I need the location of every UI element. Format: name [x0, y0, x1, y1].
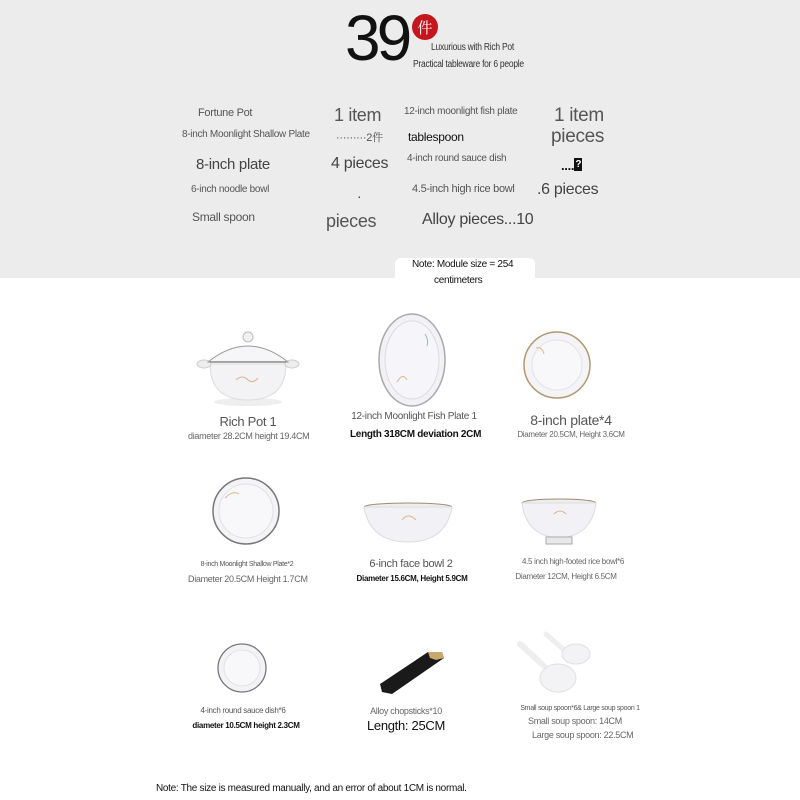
list-count: ·········2件 — [336, 132, 383, 144]
spoons-image — [514, 628, 598, 709]
round-plate-image — [522, 330, 592, 405]
product-name: Rich Pot 1 — [219, 414, 277, 429]
noodle-bowl-image — [362, 502, 454, 551]
list-item: 6-inch noodle bowl — [191, 184, 269, 195]
list-count: · — [357, 188, 362, 204]
piece-count: 39 — [345, 2, 409, 74]
product-name: 6-inch face bowl 2 — [369, 558, 453, 570]
product-spec: Length 318CM deviation 2CM — [350, 429, 482, 440]
product-spec: Length: 25CM — [366, 718, 446, 733]
unknown-glyph: ? — [575, 159, 582, 170]
product-name: Small soup spoon*6& Large soup spoon 1 — [520, 705, 640, 712]
product-name: Alloy chopsticks*10 — [370, 706, 442, 716]
product-spec: Diameter 20.5CM Height 1.7CM — [188, 574, 308, 584]
module-note-line1: Note: Module size = 254 — [412, 259, 514, 270]
list-item: tablespoon — [408, 130, 464, 144]
piece-badge: 件 — [412, 14, 438, 40]
product-spec-2: Large soup spoon: 22.5CM — [532, 730, 634, 740]
module-note-line2: centimeters — [434, 275, 483, 286]
list-item: 8-inch plate — [196, 156, 270, 173]
sauce-dish-image — [216, 642, 268, 699]
list-count: .6 pieces — [537, 181, 599, 198]
list-count: 1 item — [334, 105, 382, 125]
product-name: 8-inch Moonlight Shallow Plate*2 — [200, 561, 294, 568]
list-item: 4-inch round sauce dish — [407, 153, 507, 164]
product-name: 4.5 inch high-footed rice bowl*6 — [521, 557, 625, 566]
product-spec: diameter 28.2CM height 19.4CM — [188, 431, 310, 441]
list-count: 4 pieces — [331, 155, 389, 172]
list-item: 12-inch moonlight fish plate — [404, 106, 518, 117]
list-item: 8-inch Moonlight Shallow Plate — [182, 129, 310, 140]
oval-fish-plate-image — [377, 312, 447, 413]
list-count: 1 item — [554, 105, 604, 126]
product-name: 4-inch round sauce dish*6 — [200, 706, 286, 715]
list-item: Fortune Pot — [198, 107, 253, 119]
list-item: Small spoon — [192, 210, 255, 224]
rice-bowl-image — [520, 498, 598, 553]
chopsticks-image — [378, 648, 448, 701]
product-spec: Small soup spoon: 14CM — [528, 716, 622, 726]
shallow-plate-image — [211, 476, 281, 551]
list-item: 4.5-inch high rice bowl — [412, 183, 515, 195]
product-spec: diameter 10.5CM height 2.3CM — [192, 721, 300, 730]
tagline-2: Practical tableware for 6 people — [413, 59, 524, 70]
list-item: Alloy pieces...10 — [422, 211, 534, 228]
list-count: ....? — [561, 158, 582, 173]
tagline-1: Luxurious with Rich Pot — [431, 42, 514, 53]
footer-note: Note: The size is measured manually, and an error of about 1CM is normal. — [156, 783, 467, 794]
list-count: pieces — [551, 126, 605, 147]
product-name: 12-inch Moonlight Fish Plate 1 — [351, 411, 477, 422]
list-count: pieces — [326, 211, 377, 231]
product-spec: Diameter 20.5CM, Height 3.6CM — [517, 430, 625, 439]
soup-pot-image — [196, 328, 300, 413]
product-name: 8-inch plate*4 — [530, 412, 612, 428]
product-spec: Diameter 15.6CM, Height 5.9CM — [356, 574, 468, 583]
product-spec: Diameter 12CM, Height 6.5CM — [515, 572, 617, 581]
